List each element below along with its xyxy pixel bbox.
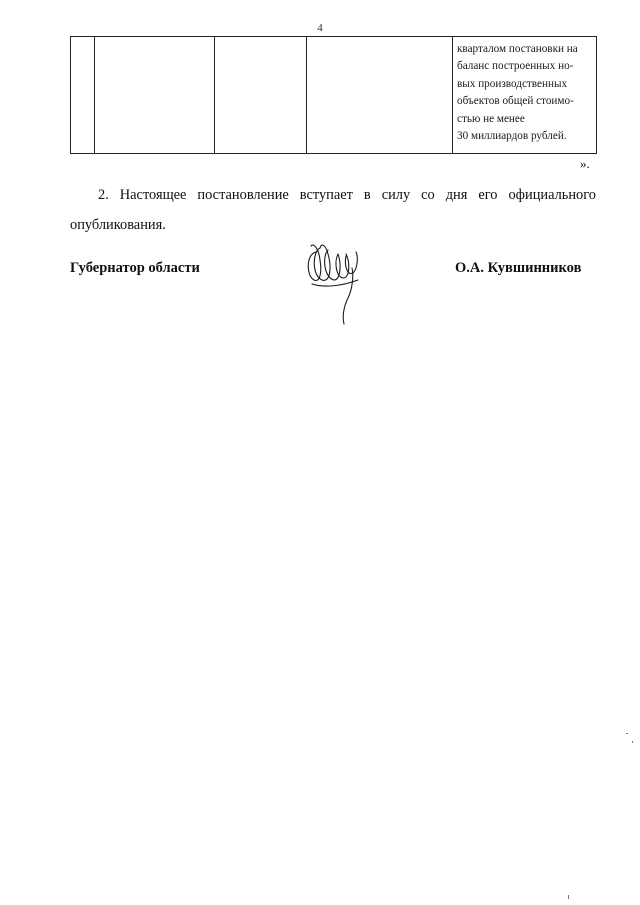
- table-row: [71, 37, 597, 154]
- scan-speck: [568, 895, 569, 899]
- table-cell: [95, 37, 215, 154]
- scan-speck: [626, 733, 628, 734]
- scan-speck: [632, 741, 633, 743]
- signer-title: Губернатор области: [70, 260, 200, 276]
- table-cell-last: [453, 37, 597, 154]
- signer-name: О.А. Кувшинников: [455, 260, 582, 276]
- cell-line: баланс построенных но-: [457, 60, 574, 73]
- cell-line: 30 миллиардов рублей.: [457, 130, 567, 143]
- paragraph-effective-date: 2. Настоящее постановление вступает в силу со дня его официального опубликования.: [70, 187, 596, 233]
- closing-quote: ».: [580, 156, 590, 171]
- last-cell-text: [453, 37, 596, 145]
- page-number: 4: [317, 22, 323, 34]
- cell-line: стью не менее: [457, 112, 525, 125]
- table-cell: [307, 37, 453, 154]
- cell-line: вых производственных: [457, 77, 568, 90]
- table-cell: [215, 37, 307, 154]
- handwritten-signature: [302, 232, 372, 327]
- table-cell: [71, 37, 95, 154]
- continuation-table: [70, 36, 597, 154]
- cell-line: кварталом постановки на: [457, 43, 578, 55]
- cell-line: объектов общей стоимо-: [457, 95, 574, 108]
